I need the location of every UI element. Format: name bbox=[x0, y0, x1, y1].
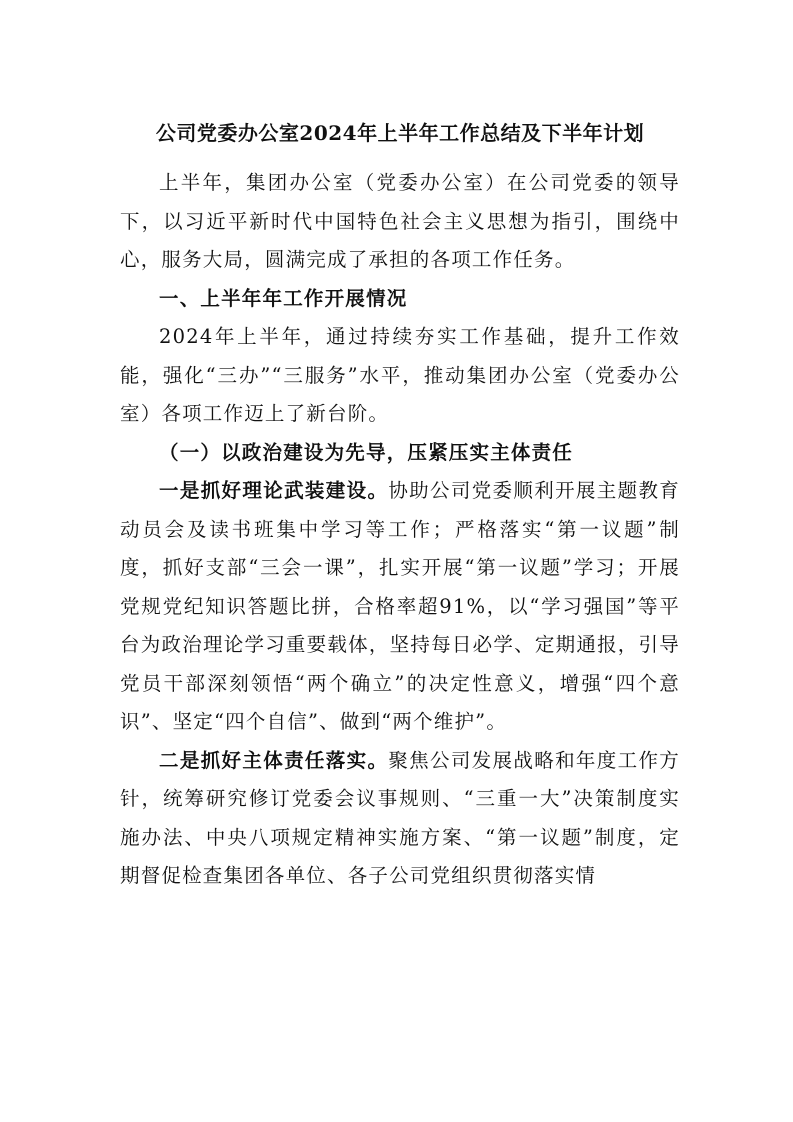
section-1-intro-paragraph: 2024年上半年，通过持续夯实工作基础，提升工作效能，强化“三办”“三服务”水平，推动集团办公室（党委办公室）各项工作迈上了新台阶。 bbox=[120, 325, 680, 425]
item-1-lead: 一是抓好理论武装建设。 bbox=[159, 479, 389, 502]
intro-paragraph: 上半年，集团办公室（党委办公室）在公司党委的领导下，以习近平新时代中国特色社会主义思想为指引，围绕中心，服务大局，圆满完成了承担的各项工作任务。 bbox=[120, 171, 680, 271]
section-heading-1: 一、上半年年工作开展情况 bbox=[159, 286, 408, 310]
item-1-paragraph bbox=[120, 472, 680, 742]
item-2-body: 聚焦公司发展战略和年度工作方针，统筹研究修订党委会议事规则、“三重一大”决策制度实施办法、中央八项规定精神实施方案、“第一议题”制度，定期督促检查集团各单位、各子公司党组织贯彻落实情 bbox=[120, 748, 681, 887]
item-2-paragraph bbox=[120, 742, 680, 896]
document-title: 公司党委办公室2024年上半年工作总结及下半年计划 bbox=[155, 121, 645, 145]
subsection-heading-1: （一）以政治建设为先导，压紧压实主体责任 bbox=[159, 440, 574, 464]
item-2-lead: 二是抓好主体责任落实。 bbox=[159, 748, 389, 772]
document-body bbox=[120, 118, 680, 896]
item-1-body: 协助公司党委顺利开展主题教育动员会及读书班集中学习等工作；严格落实“第一议题”制度，抓好支部“三会一课”，扎实开展“第一议题”学习；开展党规党纪知识答题比拼，合格率超91%，以“学习强国”等平台为政治理论学习重要载体，坚持每日必学、定期通报，引导党员干部深刻领悟“两个确立”的决定性意义，增强“四个意识”、坚定“四个自信”、做到“两个维护”。 bbox=[120, 479, 681, 733]
